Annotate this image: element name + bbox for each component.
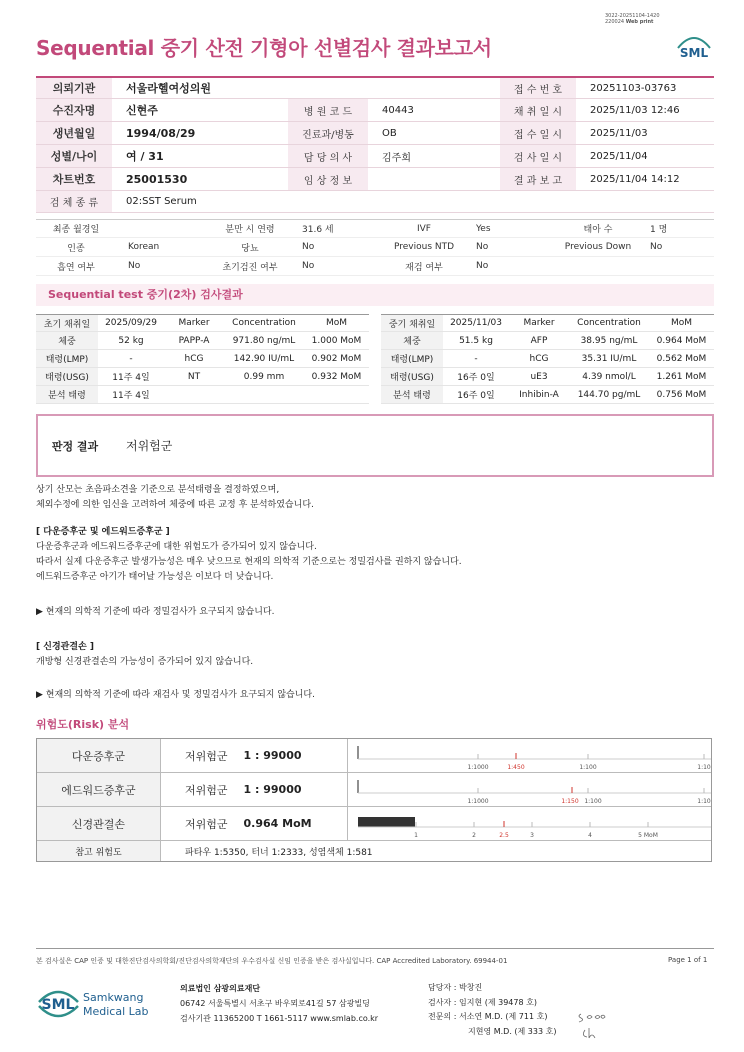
dept-value: OB — [382, 127, 397, 139]
result-cell: 38.95 ng/mL — [580, 335, 638, 346]
result-cell: hCG — [529, 353, 549, 364]
risk-table — [36, 738, 712, 862]
info-label: Previous NTD — [393, 242, 455, 252]
result-cell: Marker — [523, 318, 555, 328]
second-trimester-table — [381, 314, 714, 404]
mom-bar — [358, 817, 415, 827]
ntd-heading: [ 신경관결손 ] — [36, 642, 94, 652]
result-label: 태령(LMP) — [381, 350, 443, 367]
result-row — [36, 350, 369, 368]
result-cell: 16주 0일 — [457, 373, 495, 383]
page-number: Page 1 of 1 — [668, 956, 708, 964]
result-cell: - — [129, 353, 133, 364]
patient-row: 생년월일 1994/08/29 진료과/병동 OB 접 수 일 시 2025/11/03 — [36, 122, 714, 145]
tick-label: 2 — [472, 832, 476, 839]
result-row — [36, 332, 369, 350]
result-cell: 0.756 MoM — [656, 389, 707, 400]
result-cell: 0.562 MoM — [656, 353, 707, 364]
result-label: 분석 태령 — [381, 386, 443, 403]
result-cell: 11주 4일 — [112, 373, 150, 383]
result-cell: NT — [187, 371, 201, 382]
doctor-value: 김주희 — [382, 152, 411, 164]
hospital-value: 서울라헬여성의원 — [126, 82, 212, 95]
risk-scale-ntd — [348, 807, 711, 840]
judgment-value: 저위험군 — [126, 439, 173, 453]
info-row — [36, 257, 714, 276]
chart-no-value: 25001530 — [126, 172, 188, 186]
specimen-value: 02:SST Serum — [126, 196, 197, 207]
judgment-box — [36, 414, 714, 477]
tick-label: 3 — [530, 832, 534, 839]
result-row — [36, 314, 369, 332]
result-cell: uE3 — [530, 371, 548, 382]
result-row — [381, 332, 714, 350]
svg-text:Medical Lab: Medical Lab — [83, 1005, 149, 1018]
result-label: 체중 — [36, 332, 98, 349]
risk-scale-edwards — [348, 773, 711, 806]
tick-label: 1:1000 — [467, 764, 489, 771]
result-label: 중기 채취일 — [381, 315, 443, 331]
first-trimester-table — [36, 314, 369, 404]
svg-text:Samkwang: Samkwang — [83, 991, 144, 1004]
result-cell: 971.80 ng/mL — [232, 335, 296, 346]
test-date-value: 2025/11/04 — [590, 150, 648, 162]
info-label: Previous Down — [564, 242, 632, 252]
result-label: 태령(LMP) — [36, 350, 98, 367]
ntd-recommendation: ▶ 현재의 의학적 기준에 따라 재검사 및 정밀검사가 요구되지 않습니다. — [36, 690, 315, 700]
result-cell: 35.31 IU/mL — [581, 353, 637, 364]
info-label: 인종 — [67, 243, 85, 254]
info-value: No — [650, 242, 663, 252]
tick-label: 1:1000 — [467, 798, 489, 805]
result-cell: 1.261 MoM — [656, 371, 707, 382]
section-title: Sequential test 중기(2차) 검사결과 — [36, 284, 714, 306]
risk-scale-down — [348, 739, 711, 772]
result-cell: MoM — [670, 318, 693, 328]
result-cell: 4.39 nmol/L — [582, 371, 636, 382]
info-value: 31.6 세 — [302, 225, 334, 235]
samkwang-logo-icon — [36, 982, 154, 1022]
signature-icon — [575, 1008, 611, 1042]
tick-label: 4 — [588, 832, 592, 839]
tick-label: 1:100 — [584, 798, 602, 805]
result-row — [381, 314, 714, 332]
risk-row-reference: 참고 위험도 파타우 1:5350, 터너 1:2333, 성염색체 1:581 — [37, 841, 711, 861]
result-label: 초기 채취일 — [36, 315, 98, 331]
result-label: 체중 — [381, 332, 443, 349]
result-cell: 1.000 MoM — [311, 335, 362, 346]
patient-name-value: 신현주 — [126, 104, 158, 117]
tick-label: 5 MoM — [638, 832, 658, 839]
result-cell: MoM — [325, 318, 348, 328]
result-label: 태령(USG) — [36, 368, 98, 385]
receipt-no-value: 20251103-03763 — [590, 82, 677, 94]
info-value: No — [302, 242, 315, 252]
page-title: Sequential 중기 산전 기형아 선별검사 결과보고서 — [36, 36, 492, 60]
result-cell: 0.99 mm — [243, 371, 285, 382]
info-value: 1 명 — [650, 225, 668, 235]
info-label: 초기검진 여부 — [222, 262, 278, 273]
info-label — [558, 257, 638, 275]
hospital-code-value: 40443 — [382, 104, 414, 116]
sex-age-value: 여 / 31 — [126, 150, 164, 163]
svg-text:SML: SML — [41, 997, 75, 1013]
info-value: Yes — [476, 223, 491, 234]
result-row — [381, 368, 714, 386]
info-value — [638, 257, 714, 275]
risk-row-down: 다운증후군 저위험군 1 : 99000 1:1000 1:450 1:100 1:10 — [37, 739, 711, 773]
svg-text:SML: SML — [679, 46, 709, 60]
result-cell: PAPP-A — [178, 335, 210, 346]
info-label: IVF — [417, 223, 431, 234]
down-edwards-heading: [ 다운증후군 및 에드워드증후군 ] — [36, 527, 170, 537]
interpretation-text: 상기 산모는 초음파소견을 기준으로 분석태령을 결정하였으며, 체외수정에 의한 임신을 고려하여 체중에 따른 교정 후 분석하였습니다. — [36, 485, 314, 510]
result-row — [36, 386, 369, 404]
judgment-label: 판정 결과 — [51, 439, 99, 453]
risk-marker-label: 1:150 — [561, 798, 579, 805]
pregnancy-info-table — [36, 219, 714, 276]
result-row — [381, 350, 714, 368]
info-label: 재검 여부 — [405, 262, 443, 273]
result-cell: 0.902 MoM — [311, 353, 362, 364]
down-recommendation: ▶ 현재의 의학적 기준에 따라 정밀검사가 요구되지 않습니다. — [36, 607, 275, 617]
ntd-text: [ 신경관결손 ] 개방형 신경관결손의 가능성이 증가되어 있지 않습니다. — [36, 642, 254, 667]
result-cell: Inhibin-A — [519, 389, 559, 400]
info-value: No — [302, 261, 315, 271]
patient-row: 성별/나이 여 / 31 담 당 의 사 김주희 검 사 일 시 2025/11/04 — [36, 145, 714, 168]
result-cell: 144.70 pg/mL — [577, 389, 641, 400]
result-cell: 2025/11/03 — [450, 318, 502, 328]
result-row — [36, 368, 369, 386]
result-cell: 2025/09/29 — [105, 318, 157, 328]
patient-row: 의뢰기관 서울라헬여성의원 접 수 번 호 20251103-03763 — [36, 76, 714, 99]
risk-marker-label: 1:450 — [507, 764, 525, 771]
result-cell: - — [474, 353, 478, 364]
result-cell: 16주 0일 — [457, 391, 495, 401]
result-cell: 142.90 IU/mL — [233, 353, 295, 364]
patient-row: 검 체 종 류 02:SST Serum — [36, 191, 714, 213]
info-value: Korean — [128, 242, 160, 252]
footer-divider — [36, 948, 714, 949]
result-cell: Concentration — [577, 318, 641, 328]
staff-info: 담당자 : 박창진 검사자 : 임지현 (제 39478 호) 전문의 : 서소연 M.D. (제 711 호) 지현영 M.D. (제 333 호) — [428, 983, 557, 1036]
info-row — [36, 219, 714, 238]
report-date-value: 2025/11/04 14:12 — [590, 173, 680, 185]
tick-label: 1 — [414, 832, 418, 839]
result-cell: 51.5 kg — [459, 335, 493, 346]
result-cell: AFP — [530, 335, 548, 346]
reference-risk-value: 파타우 1:5350, 터너 1:2333, 성염색체 1:581 — [185, 847, 373, 858]
result-row — [381, 386, 714, 404]
info-value: No — [476, 261, 489, 271]
info-label: 당뇨 — [241, 243, 259, 254]
result-cell: Marker — [178, 318, 210, 328]
info-value — [116, 220, 210, 237]
result-label: 태령(USG) — [381, 368, 443, 385]
down-edwards-text: [ 다운증후군 및 에드워드증후군 ] 다운증후군과 에드워드증후군에 대한 위험도가 증가되어 있지 않습니다. 따라서 실제 다운증후군 발생가능성은 매우 낮으므로 현재의 의학적 기준으로는 정밀검사를 권하지 않습니다. 에드워드증후군 아기가 태어날 가능성은 이보다 더 낮습니다. — [36, 527, 462, 582]
tick-label: 1:10 — [697, 798, 711, 805]
patient-row: 차트번호 25001530 임 상 정 보 결 과 보 고 2025/11/04 14:12 — [36, 168, 714, 191]
info-label: 최종 월경일 — [52, 225, 100, 235]
result-cell: 52 kg — [118, 335, 144, 346]
result-cell: Concentration — [232, 318, 296, 328]
receipt-date-value: 2025/11/03 — [590, 127, 648, 139]
risk-row-ntd: 신경관결손 저위험군 0.964 MoM 1 2 2.5 3 4 5 MoM — [37, 807, 711, 841]
info-label: 태아 수 — [583, 225, 613, 235]
info-value: No — [476, 242, 489, 252]
tick-label: 1:10 — [697, 764, 711, 771]
info-value: No — [128, 261, 141, 271]
accreditation-note: 본 검사실은 CAP 인증 및 대한진단검사의학회/진단검사의학재단의 우수검사실 신임 인증을 받은 검사실입니다. CAP Accredited Laboratory. 69944-01 — [36, 957, 508, 965]
result-cell: 0.964 MoM — [656, 335, 707, 346]
sml-logo-icon — [674, 30, 714, 62]
risk-title: 위험도(Risk) 분석 — [36, 718, 130, 731]
risk-row-edwards: 에드워드증후군 저위험군 1 : 99000 1:1000 1:150 1:100 1:10 — [37, 773, 711, 807]
patient-row: 수진자명 신현주 병 원 코 드 40443 채 취 일 시 2025/11/03 12:46 — [36, 99, 714, 122]
info-label: 분만 시 연령 — [225, 225, 275, 235]
collect-date-value: 2025/11/03 12:46 — [590, 104, 680, 116]
result-cell: 0.932 MoM — [311, 371, 362, 382]
tick-label: 1:100 — [579, 764, 597, 771]
result-label: 분석 태령 — [36, 386, 98, 403]
info-label: 흡연 여부 — [57, 262, 95, 273]
result-cell: 11주 4일 — [112, 391, 150, 401]
risk-marker-label: 2.5 — [499, 832, 509, 839]
birth-value: 1994/08/29 — [126, 126, 196, 140]
patient-info-table — [36, 76, 714, 213]
result-cell: hCG — [184, 353, 204, 364]
report-code: 3022-20251104-1420 220024 Web print — [605, 13, 660, 25]
organization-info: 의료법인 삼광의료재단 06742 서울특별시 서초구 바우뫼로41길 57 삼광빌딩 검사기관 11365200 T 1661-5117 www.smlab.co.kr — [180, 984, 379, 1023]
info-row — [36, 238, 714, 257]
